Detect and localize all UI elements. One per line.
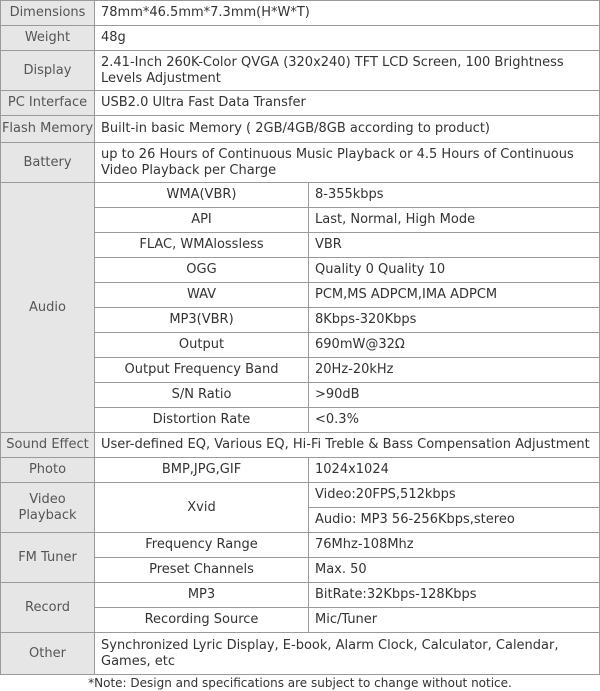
value-other: Synchronized Lyric Display, E-book, Alarm Clock, Calculator, Calendar, Games, etc (94, 632, 600, 675)
audio-value: 690mW@32Ω (308, 332, 600, 358)
photo-resolution: 1024x1024 (308, 457, 600, 483)
label-battery: Battery (0, 142, 95, 183)
fm-value: Max. 50 (308, 557, 600, 583)
label-fm-tuner: FM Tuner (0, 532, 95, 583)
label-video-playback: Video Playback (0, 482, 95, 533)
audio-key: S/N Ratio (94, 382, 309, 408)
fm-key: Frequency Range (94, 532, 309, 558)
audio-key: WAV (94, 282, 309, 308)
audio-value: PCM,MS ADPCM,IMA ADPCM (308, 282, 600, 308)
value-flash-memory: Built-in basic Memory ( 2GB/4GB/8GB according to product) (94, 115, 600, 143)
audio-key: WMA(VBR) (94, 182, 309, 208)
record-value: Mic/Tuner (308, 607, 600, 633)
label-flash-memory: Flash Memory (0, 115, 95, 143)
value-battery: up to 26 Hours of Continuous Music Playback or 4.5 Hours of Continuous Video Playback per Charge (94, 142, 600, 183)
record-value: BitRate:32Kbps-128Kbps (308, 582, 600, 608)
value-pc-interface: USB2.0 Ultra Fast Data Transfer (94, 90, 600, 116)
value-weight: 48g (94, 25, 600, 51)
audio-key: Distortion Rate (94, 407, 309, 433)
label-weight: Weight (0, 25, 95, 51)
audio-key: API (94, 207, 309, 233)
video-format: Xvid (94, 482, 309, 533)
record-key: Recording Source (94, 607, 309, 633)
label-audio: Audio (0, 182, 95, 433)
audio-value: <0.3% (308, 407, 600, 433)
footnote: *Note: Design and specifications are subject to change without notice. (88, 676, 512, 690)
audio-key: MP3(VBR) (94, 307, 309, 333)
audio-value: 20Hz-20kHz (308, 357, 600, 383)
photo-formats: BMP,JPG,GIF (94, 457, 309, 483)
label-photo: Photo (0, 457, 95, 483)
record-key: MP3 (94, 582, 309, 608)
audio-key: OGG (94, 257, 309, 283)
audio-value: Quality 0 Quality 10 (308, 257, 600, 283)
video-audio-spec: Audio: MP3 56-256Kbps,stereo (308, 507, 600, 533)
label-dimensions: Dimensions (0, 0, 95, 26)
value-sound-effect: User-defined EQ, Various EQ, Hi-Fi Treble & Bass Compensation Adjustment (94, 432, 600, 458)
audio-value: Last, Normal, High Mode (308, 207, 600, 233)
audio-value: 8-355kbps (308, 182, 600, 208)
label-other: Other (0, 632, 95, 675)
fm-value: 76Mhz-108Mhz (308, 532, 600, 558)
value-display: 2.41-Inch 260K-Color QVGA (320x240) TFT LCD Screen, 100 Brightness Levels Adjustment (94, 50, 600, 91)
audio-key: Output (94, 332, 309, 358)
audio-value: >90dB (308, 382, 600, 408)
label-pc-interface: PC Interface (0, 90, 95, 116)
label-sound-effect: Sound Effect (0, 432, 95, 458)
video-spec: Video:20FPS,512kbps (308, 482, 600, 508)
audio-key: Output Frequency Band (94, 357, 309, 383)
value-dimensions: 78mm*46.5mm*7.3mm(H*W*T) (94, 0, 600, 26)
audio-value: VBR (308, 232, 600, 258)
fm-key: Preset Channels (94, 557, 309, 583)
label-display: Display (0, 50, 95, 91)
audio-value: 8Kbps-320Kbps (308, 307, 600, 333)
audio-key: FLAC, WMAlossless (94, 232, 309, 258)
label-record: Record (0, 582, 95, 633)
